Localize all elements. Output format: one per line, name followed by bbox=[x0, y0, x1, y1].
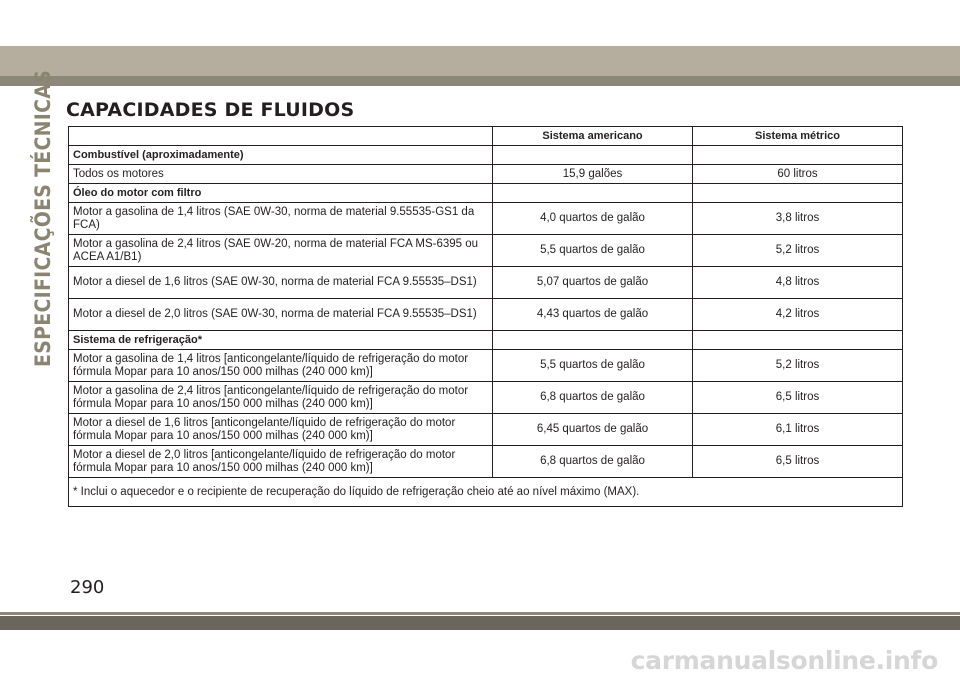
section-title: Óleo do motor com filtro bbox=[69, 184, 493, 203]
row-us-value: 5,5 quartos de galão bbox=[493, 350, 693, 382]
table-header-row bbox=[69, 127, 903, 146]
top-band-shadow bbox=[0, 76, 960, 86]
table-row bbox=[69, 203, 903, 235]
row-label: Motor a gasolina de 2,4 litros (SAE 0W-20, norma de material FCA MS-6395 ou ACEA A1/B1) bbox=[69, 235, 493, 267]
fluid-capacities-table bbox=[68, 126, 903, 507]
watermark-link[interactable]: carmanualsonline.info bbox=[630, 646, 938, 675]
section-row-cooling-system bbox=[69, 331, 903, 350]
section-row-fuel bbox=[69, 146, 903, 165]
table-footnote: * Inclui o aquecedor e o recipiente de recuperação do líquido de refrigeração cheio até ao nível máximo (MAX). bbox=[69, 478, 903, 507]
row-label: Motor a diesel de 1,6 litros (SAE 0W-30, norma de material FCA 9.55535–DS1) bbox=[69, 267, 493, 299]
row-metric-value: 6,5 litros bbox=[693, 446, 903, 478]
row-label: Todos os motores bbox=[69, 165, 493, 184]
row-metric-value: 60 litros bbox=[693, 165, 903, 184]
row-us-value: 5,07 quartos de galão bbox=[493, 267, 693, 299]
column-header-us-system: Sistema americano bbox=[493, 127, 693, 146]
row-metric-value: 6,5 litros bbox=[693, 382, 903, 414]
section-title: Sistema de refrigeração* bbox=[69, 331, 493, 350]
row-metric-value: 5,2 litros bbox=[693, 235, 903, 267]
bottom-band-line bbox=[0, 612, 960, 615]
row-us-value: 6,8 quartos de galão bbox=[493, 446, 693, 478]
footnote-row bbox=[69, 478, 903, 507]
row-us-value: 4,43 quartos de galão bbox=[493, 299, 693, 331]
top-band bbox=[0, 46, 960, 76]
section-title: Combustível (aproximadamente) bbox=[69, 146, 493, 165]
row-us-value: 15,9 galões bbox=[493, 165, 693, 184]
table-row bbox=[69, 382, 903, 414]
row-us-value: 4,0 quartos de galão bbox=[493, 203, 693, 235]
row-us-value: 6,45 quartos de galão bbox=[493, 414, 693, 446]
row-us-value: 5,5 quartos de galão bbox=[493, 235, 693, 267]
row-label: Motor a gasolina de 2,4 litros [anticongelante/líquido de refrigeração do motor fórmula Mopar para 10 anos/150 000 milhas (240 000 km)] bbox=[69, 382, 493, 414]
table-row bbox=[69, 267, 903, 299]
section-row-engine-oil bbox=[69, 184, 903, 203]
row-metric-value: 3,8 litros bbox=[693, 203, 903, 235]
table-row bbox=[69, 235, 903, 267]
table-row bbox=[69, 350, 903, 382]
row-metric-value: 5,2 litros bbox=[693, 350, 903, 382]
row-metric-value: 4,2 litros bbox=[693, 299, 903, 331]
table-row bbox=[69, 165, 903, 184]
table-row bbox=[69, 414, 903, 446]
column-header-description bbox=[69, 127, 493, 146]
row-label: Motor a diesel de 2,0 litros [anticongelante/líquido de refrigeração do motor fórmula Mopar para 10 anos/150 000 milhas (240 000 km)] bbox=[69, 446, 493, 478]
row-label: Motor a gasolina de 1,4 litros [anticongelante/líquido de refrigeração do motor fórmula Mopar para 10 anos/150 000 milhas (240 000 km)] bbox=[69, 350, 493, 382]
row-label: Motor a diesel de 1,6 litros [anticongelante/líquido de refrigeração do motor fórmula Mopar para 10 anos/150 000 milhas (240 000 km)] bbox=[69, 414, 493, 446]
row-us-value: 6,8 quartos de galão bbox=[493, 382, 693, 414]
bottom-band bbox=[0, 616, 960, 630]
table-row bbox=[69, 299, 903, 331]
row-label: Motor a diesel de 2,0 litros (SAE 0W-30, norma de material FCA 9.55535–DS1) bbox=[69, 299, 493, 331]
row-label: Motor a gasolina de 1,4 litros (SAE 0W-30, norma de material 9.55535-GS1 da FCA) bbox=[69, 203, 493, 235]
section-side-title: ESPECIFICAÇÕES TÉCNICAS bbox=[31, 69, 55, 367]
page-title: CAPACIDADES DE FLUIDOS bbox=[66, 99, 355, 121]
row-metric-value: 6,1 litros bbox=[693, 414, 903, 446]
column-header-metric-system: Sistema métrico bbox=[693, 127, 903, 146]
table-row bbox=[69, 446, 903, 478]
page-number: 290 bbox=[70, 577, 105, 598]
row-metric-value: 4,8 litros bbox=[693, 267, 903, 299]
